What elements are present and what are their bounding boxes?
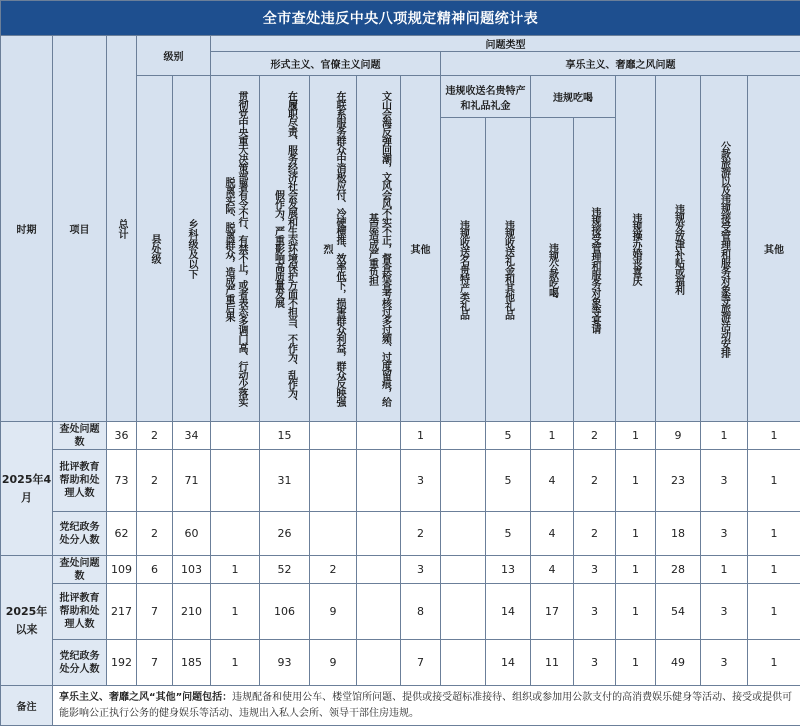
- row-item-label: 党纪政务处分人数: [53, 640, 107, 686]
- header-dining-group: 违规吃喝: [531, 76, 616, 118]
- header-problem-type: 问题类型: [211, 36, 800, 52]
- cell: 7: [137, 584, 173, 640]
- header-county: [137, 76, 173, 422]
- cell: [441, 584, 486, 640]
- period-label: 2025年4月: [1, 422, 53, 556]
- cell: 14: [486, 640, 531, 686]
- note-label: 备注: [1, 686, 53, 726]
- header-formalism-3-text: 在联系服务群众中消极应付、冷硬横推、效率低下，损害群众利益，群众反映强烈: [320, 89, 346, 409]
- cell: 1: [748, 450, 800, 512]
- cell: 3: [574, 640, 616, 686]
- cell: 6: [137, 556, 173, 584]
- cell: 73: [107, 450, 137, 512]
- cell: 1: [748, 512, 800, 556]
- cell: 7: [401, 640, 441, 686]
- cell: 1: [748, 422, 800, 450]
- header-hedonism-6: [656, 76, 701, 422]
- cell: 2: [137, 450, 173, 512]
- cell: 9: [656, 422, 701, 450]
- header-level: 级别: [137, 36, 211, 76]
- cell: 1: [701, 422, 748, 450]
- cell: 4: [531, 512, 574, 556]
- header-hedonism-1-text: 违规收送名贵特产类礼品: [457, 220, 470, 319]
- cell: [357, 640, 401, 686]
- cell: 1: [616, 422, 656, 450]
- cell: 52: [260, 556, 310, 584]
- cell: 3: [401, 556, 441, 584]
- cell: 2: [137, 512, 173, 556]
- header-total: [107, 36, 137, 422]
- header-gift-group: 违规收送名贵特产和礼品礼金: [441, 76, 531, 118]
- cell: 2: [137, 422, 173, 450]
- cell: 1: [401, 422, 441, 450]
- header-period: 时期: [1, 36, 53, 422]
- cell: 18: [656, 512, 701, 556]
- cell: 1: [211, 556, 260, 584]
- period-label: 2025年以来: [1, 556, 53, 686]
- header-township: [173, 76, 211, 422]
- cell: 2: [401, 512, 441, 556]
- cell: 1: [616, 512, 656, 556]
- cell: 15: [260, 422, 310, 450]
- cell: 1: [211, 584, 260, 640]
- cell: 3: [701, 640, 748, 686]
- header-hedonism-2: [486, 118, 531, 422]
- cell: 4: [531, 450, 574, 512]
- note-content: [53, 686, 800, 726]
- header-total-text: 总计: [115, 219, 128, 239]
- header-hedonism-4: [574, 118, 616, 422]
- cell: 34: [173, 422, 211, 450]
- header-hedonism-7-text: 公款旅游以及违规接受管理和服务对象等旅游活动安排: [718, 141, 731, 357]
- cell: 1: [211, 640, 260, 686]
- cell: 106: [260, 584, 310, 640]
- row-item-label: 查处问题数: [53, 422, 107, 450]
- cell: [357, 422, 401, 450]
- cell: 1: [531, 422, 574, 450]
- header-hedonism-4-text: 违规接受管理和服务对象等宴请: [588, 207, 601, 333]
- cell: [441, 640, 486, 686]
- header-formalism-group: 形式主义、官僚主义问题: [211, 52, 441, 76]
- cell: 3: [701, 584, 748, 640]
- cell: 11: [531, 640, 574, 686]
- cell: 28: [656, 556, 701, 584]
- cell: 1: [748, 584, 800, 640]
- cell: [310, 422, 357, 450]
- cell: [357, 512, 401, 556]
- cell: [211, 450, 260, 512]
- cell: 3: [574, 584, 616, 640]
- cell: 14: [486, 584, 531, 640]
- header-formalism-4-text: 文山会海反弹回潮，文风会风不实不正，督查检查考核过多过频、过度留痕，给基层造成严重负担: [366, 89, 392, 409]
- row-item-label: 查处问题数: [53, 556, 107, 584]
- cell: 192: [107, 640, 137, 686]
- cell: 3: [701, 450, 748, 512]
- cell: 93: [260, 640, 310, 686]
- cell: 13: [486, 556, 531, 584]
- header-formalism-2: [260, 76, 310, 422]
- cell: 2: [574, 450, 616, 512]
- cell: 23: [656, 450, 701, 512]
- cell: 1: [701, 556, 748, 584]
- header-formalism-3: [310, 76, 357, 422]
- cell: 62: [107, 512, 137, 556]
- row-item-label: 党纪政务处分人数: [53, 512, 107, 556]
- cell: 103: [173, 556, 211, 584]
- cell: 9: [310, 640, 357, 686]
- header-formalism-4: [357, 76, 401, 422]
- cell: [211, 422, 260, 450]
- cell: 217: [107, 584, 137, 640]
- cell: [441, 422, 486, 450]
- table-title: 全市查处违反中央八项规定精神问题统计表: [1, 1, 800, 36]
- note-lead: 享乐主义、奢靡之风“其他”问题包括：: [59, 692, 232, 703]
- cell: [441, 450, 486, 512]
- cell: 3: [401, 450, 441, 512]
- cell: 9: [310, 584, 357, 640]
- header-hedonism-2-text: 违规收送礼金和其他礼品: [502, 220, 515, 319]
- cell: 185: [173, 640, 211, 686]
- cell: [441, 512, 486, 556]
- cell: 1: [616, 640, 656, 686]
- cell: 36: [107, 422, 137, 450]
- cell: 1: [616, 450, 656, 512]
- cell: [310, 450, 357, 512]
- cell: 26: [260, 512, 310, 556]
- cell: 8: [401, 584, 441, 640]
- cell: 31: [260, 450, 310, 512]
- header-hedonism-3-text: 违规公款吃喝: [546, 243, 559, 297]
- header-hedonism-5-text: 违规操办婚丧喜庆: [629, 213, 642, 285]
- header-hedonism-other: 其他: [748, 76, 800, 422]
- header-hedonism-6-text: 违规发放津补贴或福利: [672, 204, 685, 294]
- header-formalism-2-text: 在履职尽责、服务经济社会发展和生态环境保护方面不担当、不作为、乱作为、假作为，严重影响高质量发展: [272, 89, 298, 409]
- header-county-text: 县处级: [148, 234, 161, 264]
- header-township-text: 乡科级及以下: [185, 219, 198, 279]
- cell: [310, 512, 357, 556]
- cell: 7: [137, 640, 173, 686]
- cell: 5: [486, 422, 531, 450]
- cell: 210: [173, 584, 211, 640]
- cell: 54: [656, 584, 701, 640]
- cell: 2: [574, 512, 616, 556]
- cell: [357, 556, 401, 584]
- cell: 3: [574, 556, 616, 584]
- header-hedonism-1: [441, 118, 486, 422]
- cell: 2: [574, 422, 616, 450]
- cell: 17: [531, 584, 574, 640]
- cell: 60: [173, 512, 211, 556]
- header-formalism-1: [211, 76, 260, 422]
- header-item: 项目: [53, 36, 107, 422]
- cell: 71: [173, 450, 211, 512]
- cell: 109: [107, 556, 137, 584]
- header-hedonism-5: [616, 76, 656, 422]
- cell: 4: [531, 556, 574, 584]
- cell: [211, 512, 260, 556]
- header-formalism-other: 其他: [401, 76, 441, 422]
- cell: 1: [748, 556, 800, 584]
- header-formalism-1-text: 贯彻党中央重大决策部署有令不行、有禁不止，或者表态多调门高、行动少落实脱离实际、脱离群众，造成严重后果: [222, 89, 248, 409]
- header-hedonism-3: [531, 118, 574, 422]
- row-item-label: 批评教育帮助和处理人数: [53, 450, 107, 512]
- cell: 1: [748, 640, 800, 686]
- cell: 49: [656, 640, 701, 686]
- cell: 1: [616, 556, 656, 584]
- cell: 5: [486, 512, 531, 556]
- cell: 3: [701, 512, 748, 556]
- cell: 5: [486, 450, 531, 512]
- cell: [441, 556, 486, 584]
- row-item-label: 批评教育帮助和处理人数: [53, 584, 107, 640]
- header-hedonism-7: [701, 76, 748, 422]
- cell: 2: [310, 556, 357, 584]
- cell: 1: [616, 584, 656, 640]
- header-hedonism-group: 享乐主义、奢靡之风问题: [441, 52, 800, 76]
- cell: [357, 584, 401, 640]
- cell: [357, 450, 401, 512]
- note-text: 违规配备和使用公车、楼堂馆所问题、提供或接受超标准接待、组织或参加用公款支付的高消费娱乐健身等活动、接受或提供可能影响公正执行公务的健身娱乐等活动、违规出入私人会所、领导干部住房违规。: [59, 692, 792, 719]
